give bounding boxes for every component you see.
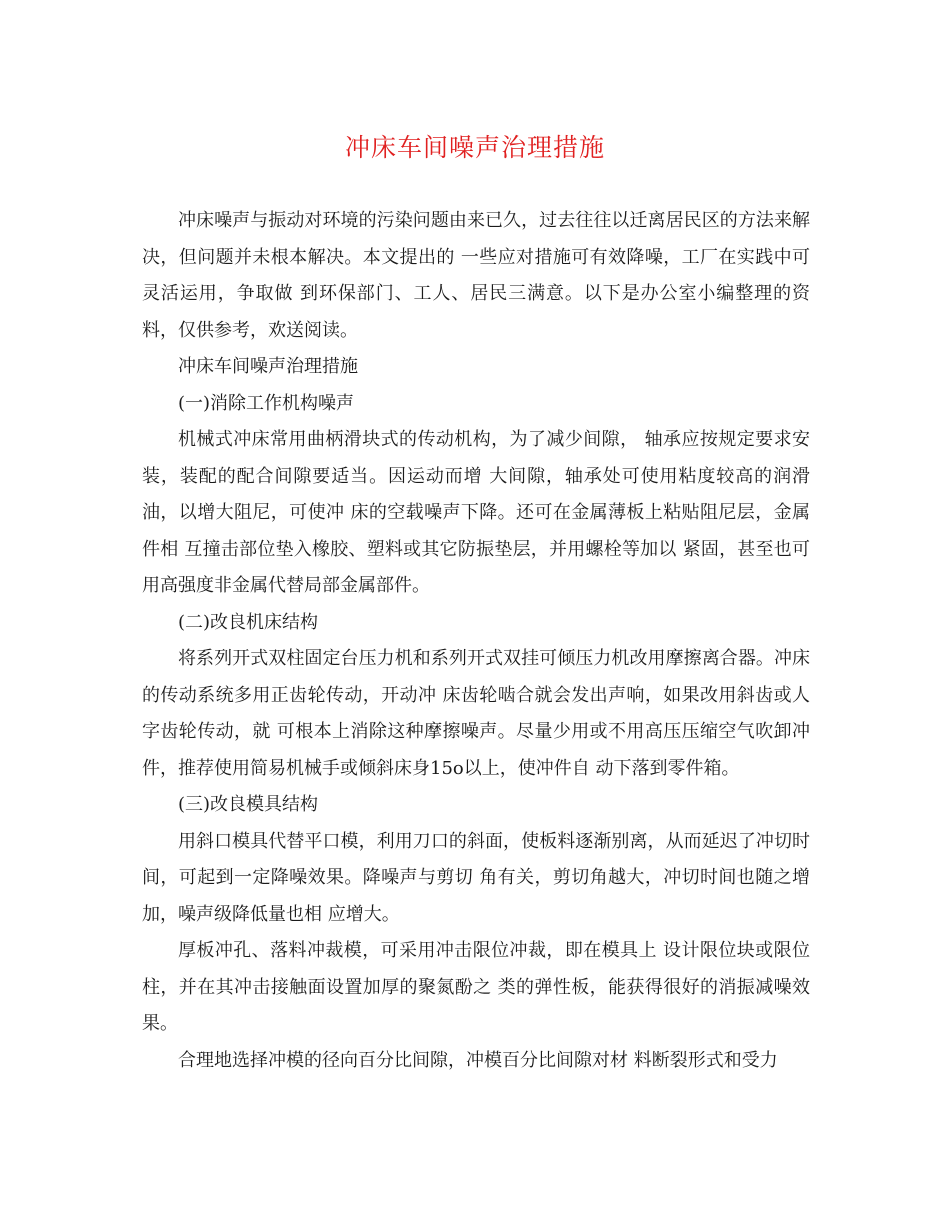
body-paragraph-truncated: 合理地选择冲模的径向百分比间隙，冲模百分比间隙对材 料断裂形式和受力 [178,1049,778,1071]
subsection-heading-2: (二)改良机床结构 [178,611,319,633]
intro-paragraph: 冲床噪声与振动对环境的污染问题由来已久，过去往往以迁离居民区的方法来解决，但问题并未根本解决。本文提出的 一些应对措施可有效降噪，工厂在实践中可灵活运用，争取做 到环保部门、工人、居民三满意。以下是办公室小编整理的资料，仅供参考，欢送阅读。 [142,210,810,341]
body-paragraph: 厚板冲孔、落料冲裁模，可采用冲击限位冲裁，即在模具上 设计限位块或限位柱，并在其冲击接触面设置加厚的聚氮酚之 类的弹性板，能获得很好的消振减噪效果。 [142,940,810,1034]
body-paragraph: 机械式冲床常用曲柄滑块式的传动机构，为了减少间隙， 轴承应按规定要求安装，装配的配合间隙要适当。因运动而增 大间隙，轴承处可使用粘度较高的润滑油，以增大阻尼，可使冲 床的空载噪声下降。还可在金属薄板上粘贴阻尼层，金属件相 互撞击部位垫入橡胶、塑料或其它防振垫层，并用螺栓等加以 紧固，甚至也可用高强度非金属代替局部金属部件。 [142,429,810,596]
document-title: 冲床车间噪声治理措施 [344,133,605,162]
document-body [142,203,810,1079]
body-paragraph: 将系列开式双柱固定台压力机和系列开式双挂可倾压力机改用摩擦离合器。冲床的传动系统多用正齿轮传动，开动冲 床齿轮啮合就会发出声响，如果改用斜齿或人字齿轮传动，就 可根本上消除这种摩擦噪声。尽量少用或不用高压压缩空气吹卸冲件，推荐使用简易机械手或倾斜床身15o以上，使冲件自 动下落到零件箱。 [142,648,810,779]
subsection-heading-1: (一)消除工作机构噪声 [178,392,355,414]
subsection-heading-3: (三)改良模具结构 [178,794,319,815]
section-heading: 冲床车间噪声治理措施 [178,356,358,377]
body-paragraph: 用斜口模具代替平口模，利用刀口的斜面，使板料逐渐别离，从而延迟了冲切时间，可起到一定降噪效果。降噪声与剪切 角有关，剪切角越大，冲切时间也随之增加，噪声级降低量也相 应增大。 [142,830,810,925]
